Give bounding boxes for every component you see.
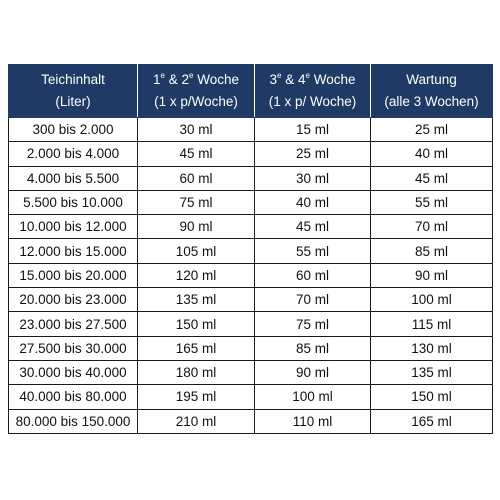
dosage-table [8, 64, 493, 434]
cell-week-3-4: 55 ml [255, 239, 371, 263]
header-pond-volume-unit: (Liter) [55, 94, 91, 109]
header-week-3-4-frequency: (1 x p/ Woche) [268, 94, 357, 109]
header-maintenance-title: Wartung [406, 72, 457, 87]
cell-week-3-4: 40 ml [255, 190, 371, 214]
cell-maintenance: 130 ml [371, 336, 493, 360]
header-pond-volume-title: Teichinhalt [41, 72, 105, 87]
cell-week-1-2: 180 ml [138, 360, 255, 384]
cell-maintenance: 115 ml [371, 312, 493, 336]
header-maintenance-frequency: (alle 3 Wochen) [384, 94, 479, 109]
header-week-3-4-title [257, 69, 368, 91]
cell-week-3-4: 90 ml [255, 360, 371, 384]
cell-maintenance: 100 ml [371, 288, 493, 312]
table-row [9, 360, 493, 384]
cell-week-3-4: 110 ml [255, 409, 371, 433]
cell-volume: 5.500 bis 10.000 [9, 190, 138, 214]
cell-week-1-2: 135 ml [138, 288, 255, 312]
cell-week-1-2: 150 ml [138, 312, 255, 336]
cell-week-3-4: 75 ml [255, 312, 371, 336]
header-week-3-4-sup-b: e [305, 71, 310, 80]
cell-maintenance: 25 ml [371, 118, 493, 142]
dosage-table-container [8, 64, 492, 434]
header-week-1-2-num-b: & 2 [164, 72, 189, 87]
cell-week-1-2: 45 ml [138, 142, 255, 166]
table-row [9, 312, 493, 336]
header-week-1-2-num-a: 1 [153, 72, 161, 87]
header-week-1-2 [138, 65, 255, 118]
cell-maintenance: 45 ml [371, 166, 493, 190]
cell-maintenance: 70 ml [371, 215, 493, 239]
cell-volume: 15.000 bis 20.000 [9, 263, 138, 287]
table-body [9, 118, 493, 434]
cell-week-3-4: 100 ml [255, 385, 371, 409]
header-pond-volume [9, 65, 138, 118]
cell-volume: 20.000 bis 23.000 [9, 288, 138, 312]
cell-volume: 23.000 bis 27.500 [9, 312, 138, 336]
header-week-1-2-word: Woche [193, 72, 239, 87]
cell-week-3-4: 60 ml [255, 263, 371, 287]
table-row [9, 215, 493, 239]
cell-maintenance: 90 ml [371, 263, 493, 287]
cell-maintenance: 135 ml [371, 360, 493, 384]
table-row [9, 385, 493, 409]
cell-week-1-2: 210 ml [138, 409, 255, 433]
cell-volume: 10.000 bis 12.000 [9, 215, 138, 239]
table-row [9, 239, 493, 263]
cell-week-3-4: 45 ml [255, 215, 371, 239]
cell-week-1-2: 120 ml [138, 263, 255, 287]
table-row [9, 166, 493, 190]
header-week-3-4-num-a: 3 [269, 72, 278, 87]
table-row [9, 336, 493, 360]
table-row [9, 142, 493, 166]
cell-volume: 4.000 bis 5.500 [9, 166, 138, 190]
cell-maintenance: 150 ml [371, 385, 493, 409]
header-week-3-4-num-b: & 4 [281, 72, 306, 87]
cell-volume: 80.000 bis 150.000 [9, 409, 138, 433]
header-week-3-4-sup-a: e [277, 71, 282, 80]
cell-maintenance: 165 ml [371, 409, 493, 433]
header-week-1-2-sup-a: e [160, 71, 165, 80]
cell-volume: 27.500 bis 30.000 [9, 336, 138, 360]
cell-volume: 300 bis 2.000 [9, 118, 138, 142]
header-week-3-4 [255, 65, 371, 118]
header-week-1-2-title [140, 69, 252, 91]
header-week-1-2-sup-b: e [189, 71, 194, 80]
cell-maintenance: 85 ml [371, 239, 493, 263]
cell-volume: 30.000 bis 40.000 [9, 360, 138, 384]
cell-maintenance: 40 ml [371, 142, 493, 166]
cell-week-1-2: 75 ml [138, 190, 255, 214]
cell-week-3-4: 15 ml [255, 118, 371, 142]
cell-volume: 2.000 bis 4.000 [9, 142, 138, 166]
table-row [9, 263, 493, 287]
cell-maintenance: 55 ml [371, 190, 493, 214]
cell-week-1-2: 90 ml [138, 215, 255, 239]
header-row [9, 65, 493, 118]
table-row [9, 190, 493, 214]
cell-volume: 12.000 bis 15.000 [9, 239, 138, 263]
cell-week-3-4: 25 ml [255, 142, 371, 166]
cell-week-1-2: 105 ml [138, 239, 255, 263]
table-row [9, 288, 493, 312]
cell-week-1-2: 30 ml [138, 118, 255, 142]
table-row [9, 409, 493, 433]
header-week-1-2-frequency: (1 x p/Woche) [154, 94, 238, 109]
header-maintenance [371, 65, 493, 118]
cell-week-1-2: 195 ml [138, 385, 255, 409]
header-week-3-4-word: Woche [309, 72, 356, 87]
cell-week-3-4: 85 ml [255, 336, 371, 360]
cell-week-3-4: 70 ml [255, 288, 371, 312]
cell-volume: 40.000 bis 80.000 [9, 385, 138, 409]
table-header [9, 65, 493, 118]
cell-week-1-2: 60 ml [138, 166, 255, 190]
cell-week-3-4: 30 ml [255, 166, 371, 190]
table-row [9, 118, 493, 142]
cell-week-1-2: 165 ml [138, 336, 255, 360]
